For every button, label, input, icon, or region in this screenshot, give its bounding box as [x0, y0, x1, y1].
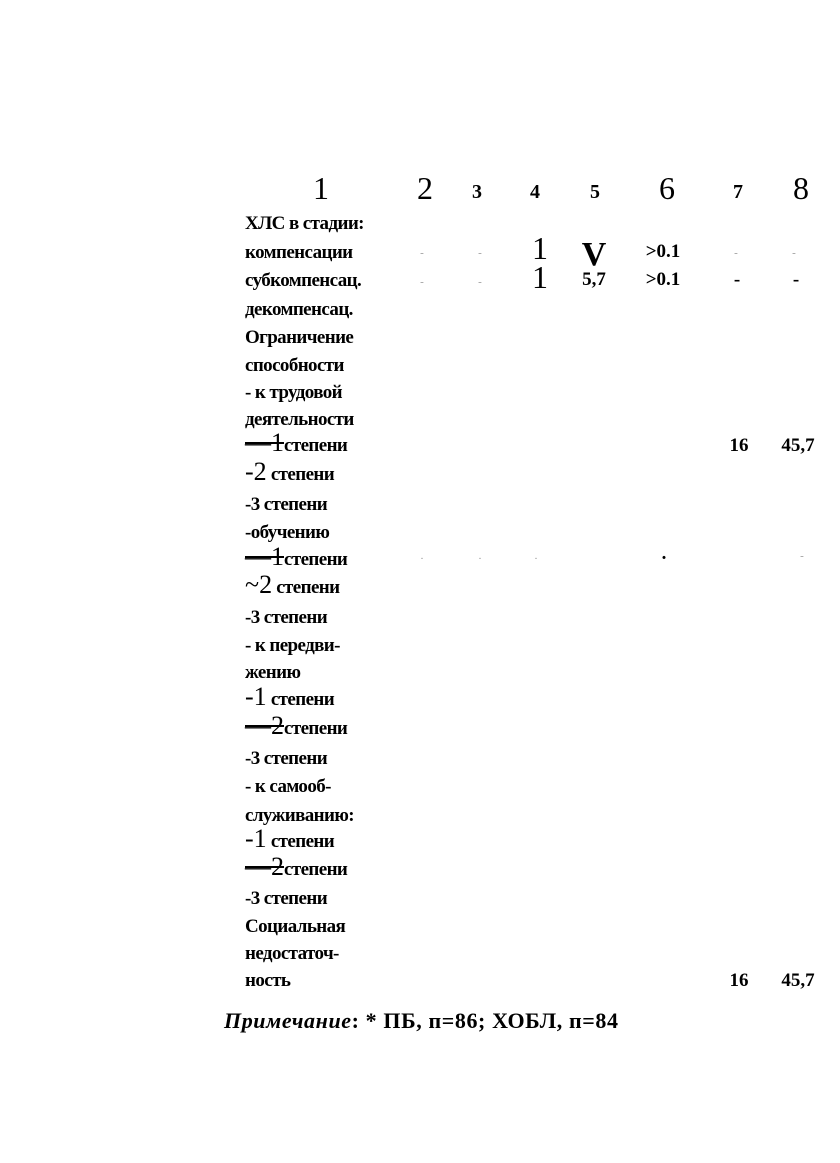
row-label-pered-1: - к передви-: [245, 635, 340, 656]
row-label-ogranich-1: Ограничение: [245, 327, 354, 348]
cell-obuch-c3: .: [478, 550, 482, 562]
cell-komp-c4: 1: [532, 230, 548, 266]
lead-number: -2: [245, 457, 267, 486]
label-text: степени: [266, 831, 335, 852]
row-label-obuch-s2: [245, 572, 340, 598]
label-text: степени: [284, 859, 348, 880]
lead-number: —2: [245, 852, 284, 881]
label-text: степени: [284, 718, 348, 739]
cell-sub-c4: 1: [532, 259, 548, 295]
row-label-pered-s1: [245, 684, 334, 710]
cell-soc-c8: 45,7: [781, 970, 815, 991]
col-header-2: 2: [417, 170, 433, 206]
footnote-text: : * ПБ, п=86; ХОБЛ, п=84: [351, 1008, 619, 1033]
row-label-trud-s2: [245, 459, 334, 485]
cell-obuch-c2: .: [420, 550, 424, 562]
cell-komp-c3: -: [478, 247, 482, 259]
col-header-7: 7: [733, 181, 743, 203]
cell-trud-c7: 16: [729, 435, 749, 456]
row-label-trud-2: деятельности: [245, 409, 354, 430]
row-label-obuch-s3: -3 степени: [245, 607, 328, 628]
cell-obuch-c6: .: [661, 543, 667, 564]
row-label-pered-s2: [245, 713, 347, 739]
footnote-label: Примечание: [224, 1008, 352, 1033]
lead-number: —1: [245, 428, 284, 457]
cell-sub-c6: >0.1: [645, 269, 681, 290]
label-text: степени: [284, 435, 348, 456]
col-header-1: 1: [313, 170, 329, 206]
cell-sub-c8: -: [792, 269, 800, 290]
lead-number: -1: [245, 682, 267, 711]
row-label-ogranich-2: способности: [245, 355, 344, 376]
col-header-8: 8: [793, 170, 809, 206]
label-text: степени: [266, 689, 335, 710]
lead-number: -1: [245, 824, 267, 853]
cell-obuch-c4: .: [534, 550, 538, 562]
cell-obuch-c8: -: [800, 550, 804, 562]
row-label-samoob-s1: [245, 826, 334, 852]
cell-komp-c5: V: [581, 236, 607, 273]
row-label-samoob-2: служиванию:: [245, 805, 354, 826]
row-label-trud-s1: [245, 430, 347, 456]
row-label-xls: ХЛС в стадии:: [245, 213, 364, 234]
row-label-obuch-s1: [245, 544, 347, 570]
cell-komp-c6: >0.1: [645, 241, 681, 262]
cell-sub-c2: -: [420, 276, 424, 288]
row-label-trud-1: - к трудовой: [245, 382, 342, 403]
row-label-samoob-s3: -3 степени: [245, 888, 328, 909]
lead-number: ~2: [245, 570, 273, 599]
cell-sub-c7: -: [733, 269, 741, 290]
row-label-soc-1: Социальная: [245, 916, 346, 937]
col-header-5: 5: [590, 181, 600, 203]
cell-trud-c8: 45,7: [781, 435, 815, 456]
row-label-samoob-1: - к самооб-: [245, 776, 331, 797]
label-text: степени: [266, 464, 335, 485]
row-label-dekompens: декомпенсац.: [245, 299, 353, 320]
row-label-obuch: -обучению: [245, 522, 330, 543]
col-header-6: 6: [659, 170, 675, 206]
row-label-subkompens: субкомпенсац.: [245, 270, 362, 291]
label-text: степени: [272, 577, 340, 598]
col-header-3: 3: [472, 181, 482, 203]
col-header-4: 4: [530, 181, 540, 203]
lead-number: —2: [245, 711, 284, 740]
cell-komp-c8: -: [792, 247, 796, 259]
label-text: степени: [284, 549, 348, 570]
row-label-pered-s3: -3 степени: [245, 748, 328, 769]
cell-sub-c5: 5,7: [582, 269, 606, 290]
cell-sub-c3: -: [478, 276, 482, 288]
cell-soc-c7: 16: [729, 970, 749, 991]
cell-komp-c7: -: [734, 247, 738, 259]
row-label-soc-2: недостаточ-: [245, 943, 339, 964]
row-label-soc-3: ность: [245, 970, 291, 991]
row-label-pered-2: жению: [245, 662, 301, 683]
footnote: [224, 1008, 619, 1034]
cell-komp-c2: -: [420, 247, 424, 259]
row-label-trud-s3: -3 степени: [245, 494, 328, 515]
row-label-samoob-s2: [245, 854, 347, 880]
row-label-kompens: компенсации: [245, 242, 353, 263]
lead-number: —1: [245, 542, 284, 571]
